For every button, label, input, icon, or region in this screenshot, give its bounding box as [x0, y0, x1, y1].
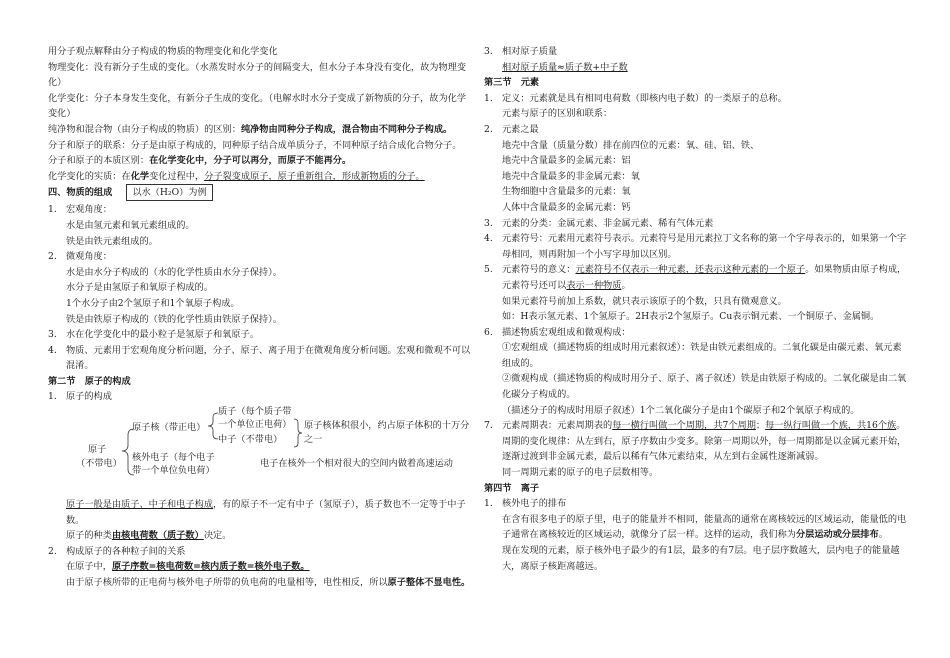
- list-item: [484, 91, 904, 107]
- text-span: ，有的原子不一定有中子（氢原子），质子数也不一定等于中子: [213, 499, 466, 511]
- text-span: 。如果物质由原子构成，: [805, 264, 907, 276]
- item-text: 核外电子的排布: [502, 498, 567, 510]
- text-line: 化碳分子构成的。: [502, 389, 576, 401]
- neutron-label: 中子（不带电）: [218, 434, 283, 446]
- item-number: 5.: [484, 264, 493, 276]
- text-span: 元素符号还可以: [502, 279, 567, 291]
- item-text: 宏观角度：: [66, 204, 112, 216]
- item-number: 3.: [484, 46, 493, 57]
- text-line: [484, 278, 904, 294]
- atom-charge-label: （不带电）: [76, 458, 122, 470]
- section-title: 四、物质的组成: [48, 187, 113, 199]
- example-box: 以水（H₂O）为例: [126, 184, 212, 201]
- text-line: （描述分子的构成时用原子叙述）1个二氧化碳分子是由1个碳原子和2个氧原子构成的。: [502, 404, 860, 416]
- item-text: 微观角度：: [66, 251, 112, 263]
- text-span: 。: [878, 529, 888, 541]
- atom-structure-diagram: [68, 405, 470, 497]
- text-span: ；: [755, 420, 766, 432]
- proton-label-line2: 一个单位正电荷）: [218, 419, 292, 431]
- text-span: 。: [621, 279, 631, 291]
- text-span: 分子和原子的本质区别：: [48, 155, 150, 167]
- section-title: 第四节 离子: [484, 482, 540, 494]
- text-line: [48, 169, 470, 185]
- item-number: 2.: [484, 123, 493, 135]
- list-item: [48, 202, 470, 218]
- underlined-text: 相对原子质量≈质子数+中子数: [502, 61, 628, 73]
- item-text: 元素的分类：金属元素、非金属元素、稀有气体元素: [502, 217, 714, 229]
- text-line: 地壳中含量最多的非金属元素：氧: [502, 170, 640, 182]
- text-line: [48, 497, 470, 513]
- text-line: [484, 60, 904, 76]
- text-line: 生物细胞中含量最多的元素：氧: [502, 186, 631, 198]
- item-number: 2.: [48, 545, 57, 557]
- list-item: [484, 496, 904, 512]
- text-line: ①宏观组成（描述物质的组成时用元素叙述）：铁是由铁元素组成的。二氧化碳是由碳元素、氧元素: [502, 342, 902, 354]
- item-text: 相对原子质量: [502, 46, 558, 57]
- text-line: 地壳中含量（质量分数）排在前四位的元素：氧、硅、铝、铁、: [502, 139, 760, 151]
- text-line: [48, 122, 470, 138]
- text-line: [48, 153, 470, 169]
- text-line: 水分子是由氢原子和氧原子构成的。: [66, 282, 213, 294]
- text-line: [48, 575, 470, 591]
- text-line: 在含有很多电子的原子里，电子的能量并不相同，能量高的通常在离核较远的区域运动，能量低的电: [502, 513, 907, 525]
- list-item: [484, 44, 904, 60]
- text-line: 化）: [48, 77, 67, 89]
- text-line: 水是由氢元素和氧元素组成的。: [66, 219, 195, 231]
- atom-label: 原子: [88, 444, 107, 456]
- text-span: 变化过程中，: [149, 170, 205, 182]
- list-item: [484, 122, 904, 138]
- text-line: 铁是由铁原子构成的（铁的化学性质由铁原子保持）。: [66, 313, 282, 325]
- text-line: 大，离原子核距离越远。: [502, 560, 604, 572]
- section-title: 第二节 原子的构成: [48, 375, 131, 387]
- list-item: [48, 544, 470, 560]
- text-line: 用分子观点解释由分子构成的物质的物理变化和化学变化: [48, 46, 278, 57]
- bold-text: 原子整体不显电性。: [387, 577, 471, 589]
- underlined-text: 每一纵行叫做一个族，共16个族: [765, 420, 897, 432]
- text-line: 逐渐过渡到非金属元素，最后以稀有气体元素结束，从左到右金属性逐渐减弱。: [502, 451, 824, 463]
- left-column: [48, 44, 470, 591]
- underlined-text: 原子一般是由质子、中子和电子构成: [66, 499, 213, 511]
- list-item: [48, 249, 470, 265]
- nucleus-note: 原子核体积很小，约占原子体积的十万分: [304, 420, 470, 432]
- right-column: [484, 44, 907, 574]
- text-line: 母相同，则再附加一个小写字母加以区别。: [502, 248, 677, 260]
- text-line: 混淆。: [66, 360, 94, 372]
- item-text: 原子的构成: [66, 391, 112, 403]
- proton-label: 质子（每个质子带: [218, 406, 292, 418]
- item-number: 2.: [48, 251, 57, 263]
- underlined-text: 元素符号不仅表示一种元素，还表示这种元素的一个原子: [575, 264, 806, 276]
- text-line: 同一周期元素的原子的电子层数相等。: [502, 467, 659, 479]
- text-line: 现在发现的元素，原子核外电子最少的有1层，最多的有7层。电子层序数越大，层内电子的能量越: [502, 545, 900, 556]
- text-line: 化学变化：分子本身发生变化，有新分子生成的变化。（电解水时水分子变成了新物质的分子，故为化学: [48, 92, 467, 104]
- text-span: 元素周期表：元素周期表的: [502, 420, 613, 432]
- text-line: 如：H表示氢元素、1个氢原子。2H表示2个氢原子。Cu表示铜元素、一个铜原子、金属铜。: [502, 311, 880, 323]
- nucleus-label: 原子核（带正电）: [132, 422, 206, 434]
- item-number: 1.: [484, 92, 493, 104]
- text-line: [484, 527, 904, 543]
- text-line: 如果元素符号前加上系数，就只表示该原子的个数，只具有微观意义。: [502, 295, 787, 307]
- text-line: 分子和原子的联系：分子是由原子构成的，同种原子结合成单质分子，不同种原子结合成化合物分子。: [48, 139, 462, 151]
- list-item: [484, 262, 907, 278]
- list-item: [484, 325, 904, 341]
- text-line: 地壳中含量最多的金属元素：铝: [502, 155, 631, 167]
- item-number: 4.: [484, 233, 493, 245]
- electron-note: 电子在核外一个相对很大的空间内做着高速运动: [260, 458, 453, 470]
- list-item: [484, 418, 904, 434]
- item-number: 1.: [48, 391, 57, 403]
- item-text: 定义：元素就是具有相同电荷数（即核内电子数）的一类原子的总称。: [502, 92, 787, 104]
- text-span: 元素符号的意义：: [502, 264, 576, 276]
- item-text: 描述物质宏观组成和微观构成：: [502, 326, 631, 338]
- text-span: 由于原子核所带的正电荷与核外电子所带的负电荷的电量相等，电性相反，所以: [66, 577, 388, 589]
- item-text: 构成原子的各种粒子间的关系: [66, 545, 186, 557]
- text-line: 物理变化：没有新分子生成的变化。（水蒸发时水分子的间隔变大，但水分子本身没有变化，故为物理变: [48, 61, 467, 73]
- bold-text: 化学: [130, 170, 150, 182]
- text-line: 组成的。: [502, 357, 539, 369]
- list-item: [484, 216, 904, 232]
- section-title: 第三节 元素: [484, 77, 540, 89]
- item-number: 6.: [484, 326, 493, 338]
- item-number: 1.: [484, 498, 493, 510]
- item-text: 物质、元素用于宏观角度分析问题，分子、原子、离子用于在微观角度分析问题。宏观和微观不可以: [66, 344, 471, 356]
- text-line: 人体中含量最多的金属元素：钙: [502, 201, 631, 213]
- item-text: 元素符号：元素用元素符号表示。元素符号是用元素拉丁文名称的第一个字母表示的，如果第一个字: [502, 233, 907, 245]
- text-span: 在原子中，: [66, 561, 112, 573]
- text-line: 1个水分子由2个氢原子和1个氧原子构成。: [66, 297, 240, 309]
- bold-underlined-text: 由核电荷数（质子数）: [111, 530, 204, 542]
- text-span: 原子的种类: [66, 530, 112, 542]
- item-number: 3.: [484, 217, 493, 229]
- list-item: [48, 343, 470, 359]
- section-heading: [48, 184, 470, 202]
- text-line: [48, 528, 470, 544]
- item-number: 3.: [48, 329, 57, 341]
- bold-text: 纯净物由同种分子构成，混合物由不同种分子构成。: [240, 123, 453, 135]
- text-span: 子通常在离核较近的区域运动，就像分了层一样。这样的运动，我们称为: [502, 529, 796, 541]
- text-line: 铁是由铁元素组成的。: [66, 235, 158, 247]
- text-line: 周期的变化规律：从左到右，原子序数由少变多。除第一周期以外，每一周期都是以金属元素开始，: [502, 435, 907, 447]
- text-line: 水是由水分子构成的（水的化学性质由水分子保持）。: [66, 266, 282, 278]
- item-number: 4.: [48, 344, 57, 356]
- text-line: [48, 559, 470, 575]
- text-line: 数。: [66, 514, 85, 526]
- item-text: 元素之最: [502, 123, 539, 135]
- text-span: 。: [896, 420, 906, 432]
- text-line: 变化）: [48, 108, 76, 120]
- bold-text: 分层运动或分层排布: [796, 529, 879, 541]
- text-span: 决定。: [203, 530, 232, 542]
- text-span: 纯净物和混合物（由分子构成的物质）的区别：: [48, 123, 241, 135]
- electron-label-line2: 带一个单位负电荷）: [132, 465, 215, 477]
- underlined-text: 分子裂变成原子，原子重新组合，形成新物质的分子。: [204, 170, 425, 182]
- item-number: 7.: [484, 420, 493, 432]
- text-line: ②微观构成（描述物质的构成时用分子、原子、离子叙述）铁是由铁原子构成的。二氧化碳是由二氧: [502, 373, 907, 385]
- electron-label: 核外电子（每个电子: [132, 452, 215, 464]
- item-number: 1.: [48, 204, 57, 216]
- list-item: [484, 231, 907, 247]
- text-line: 元素与原子的区别和联系：: [502, 108, 613, 120]
- item-text: 水在化学变化中的最小粒子是氢原子和氧原子。: [66, 329, 259, 341]
- underlined-text: 表示一种物质: [566, 279, 622, 291]
- underlined-text: 每一横行叫做一个周期，共7个周期: [612, 420, 756, 432]
- text-span: 化学变化的实质：在: [48, 170, 131, 182]
- list-item: [48, 327, 470, 343]
- list-item: [48, 389, 470, 405]
- bold-underlined-text: 原子序数=核电荷数=核内质子数=核外电子数。: [111, 561, 310, 573]
- bold-text: 在化学变化中，分子可以再分，而原子不能再分。: [149, 155, 352, 167]
- nucleus-note-line2: 之一: [304, 434, 323, 446]
